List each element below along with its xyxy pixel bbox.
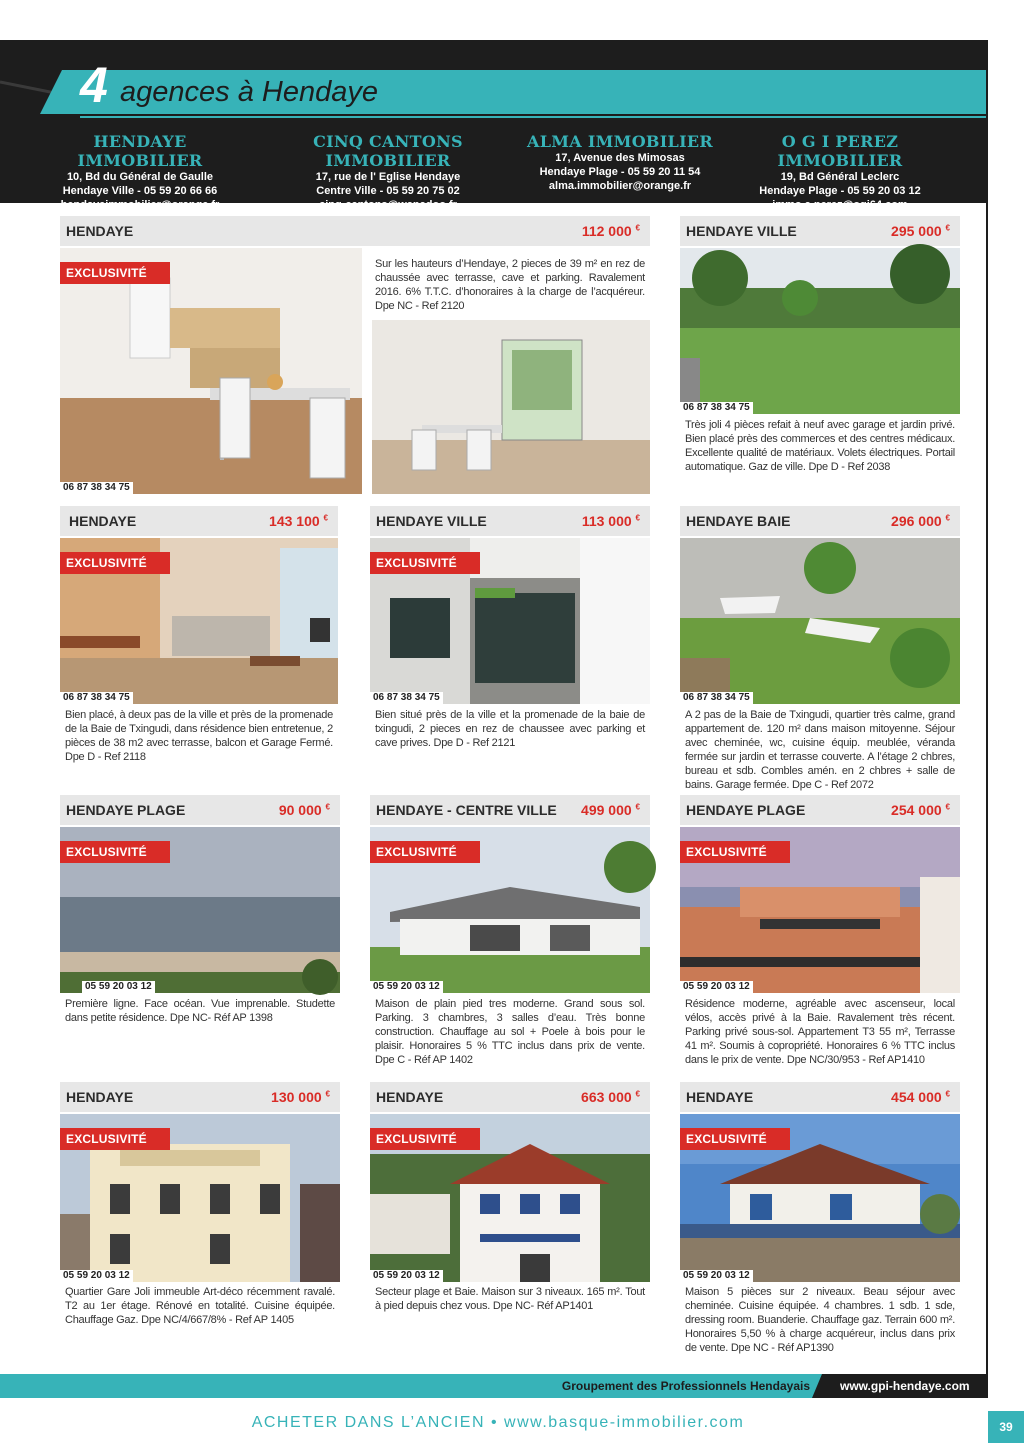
listing-photo-secondary[interactable] bbox=[372, 320, 650, 494]
listing-phone: 06 87 38 34 75 bbox=[60, 692, 133, 704]
listing-phone: 06 87 38 34 75 bbox=[60, 482, 133, 494]
page-title: agences à Hendaye bbox=[120, 76, 378, 108]
page-edge bbox=[986, 40, 988, 1398]
listing-photo[interactable] bbox=[60, 827, 340, 993]
exclusivity-badge: EXCLUSIVITÉ bbox=[680, 841, 790, 863]
listing-price: 454 000 € bbox=[891, 1089, 950, 1105]
footer-tagline bbox=[0, 1414, 1024, 1432]
site-url-link[interactable]: www.basque-immobilier.com bbox=[504, 1414, 745, 1431]
listing-location: HENDAYE bbox=[686, 1089, 754, 1105]
title-underline bbox=[80, 116, 988, 118]
listing-location: HENDAYE PLAGE bbox=[686, 802, 806, 818]
exclusivity-badge: EXCLUSIVITÉ bbox=[370, 841, 480, 863]
listing-header bbox=[680, 1082, 960, 1112]
agency-phone: Hendaye Plage - 05 59 20 03 12 bbox=[759, 185, 921, 197]
listing-location: HENDAYE bbox=[66, 223, 134, 239]
agency-email[interactable]: hendayeimmobilier@orange.fr bbox=[60, 199, 220, 211]
listing-location: HENDAYE bbox=[69, 513, 137, 529]
listing-location: HENDAYE PLAGE bbox=[66, 802, 186, 818]
listing-price: 130 000 € bbox=[271, 1089, 330, 1105]
listing-header bbox=[60, 506, 338, 536]
agency-name: ALMA IMMOBILIER bbox=[527, 132, 713, 151]
listing-photo[interactable] bbox=[370, 538, 650, 704]
agency-name: O G I PEREZ IMMOBILIER bbox=[777, 132, 903, 170]
listing-description: Quartier Gare Joli immeuble Art-déco récemment ravalé. T2 au 1er étage. Rénové en totalité. Cuisine équipée. Chauffage Gaz. Dpe NC/4/667/8% - Ref AP 1405 bbox=[65, 1286, 335, 1326]
listing-description: Première ligne. Face océan. Vue imprenable. Studette dans petite résidence. Dpe NC- Réf AP 1398 bbox=[65, 998, 335, 1024]
agency-phone: Centre Ville - 05 59 20 75 02 bbox=[316, 185, 460, 197]
listing-description: A 2 pas de la Baie de Txingudi, quartier très calme, grand appartement de. 120 m² dans maison mitoyenne. Séjour avec cheminée, wc, cuisine équip. meublée, véranda fermée sur jardin et terrasse couverte. A l’étage 2 chbres, bureau et sdb. Combles amén. en 2 chbres + salle de bains. Garage fermée. Dpe C - Ref 2072 bbox=[685, 709, 955, 791]
kitchen-dining-image bbox=[60, 248, 362, 494]
listing-price: 663 000 € bbox=[581, 1089, 640, 1105]
listing-location: HENDAYE VILLE bbox=[376, 513, 487, 529]
tagline-bullet: • bbox=[490, 1414, 499, 1431]
exclusivity-badge: EXCLUSIVITÉ bbox=[680, 1128, 790, 1150]
listing-price: 254 000 € bbox=[891, 802, 950, 818]
agency-address: 10, Bd du Général de Gaulle bbox=[66, 171, 214, 183]
exclusivity-badge: EXCLUSIVITÉ bbox=[60, 262, 170, 284]
listing-price: 143 100 € bbox=[269, 513, 328, 529]
listing-header bbox=[680, 216, 960, 246]
listing-photo[interactable] bbox=[60, 1114, 340, 1282]
listing-price: 296 000 € bbox=[891, 513, 950, 529]
listing-phone: 05 59 20 03 12 bbox=[680, 981, 753, 993]
listing-phone: 05 59 20 03 12 bbox=[680, 1270, 753, 1282]
exclusivity-badge: EXCLUSIVITÉ bbox=[60, 1128, 170, 1150]
listing-phone: 05 59 20 03 12 bbox=[370, 1270, 443, 1282]
listing-phone: 06 87 38 34 75 bbox=[370, 692, 443, 704]
agency-ogi-perez bbox=[730, 132, 950, 212]
listing-price: 113 000 € bbox=[581, 513, 640, 529]
agency-address: 19, Bd Général Leclerc bbox=[780, 171, 900, 183]
listing-photo[interactable] bbox=[60, 248, 362, 494]
listing-location: HENDAYE bbox=[66, 1089, 134, 1105]
group-url-link[interactable]: www.gpi-hendaye.com bbox=[822, 1374, 988, 1398]
agency-address: 17, rue de l' Eglise Hendaye bbox=[315, 171, 461, 183]
agency-email[interactable]: immo.a.perez@ogi64.com bbox=[772, 199, 908, 211]
listing-header bbox=[680, 795, 960, 825]
listing-header bbox=[370, 795, 650, 825]
agency-hendaye-immobilier bbox=[40, 132, 240, 212]
listing-description: Maison 5 pièces sur 2 niveaux. Beau séjour avec cheminée. Cuisine équipée. 4 chambres. 1 sdb. 1 sde, dressing room. Buanderie. Chauffage gaz. Terrain 600 m². Honoraires 5,50 % à charge acquéreur, inclus dans prix de vente. Dpe NC - Réf AP1390 bbox=[685, 1286, 955, 1354]
listing-location: HENDAYE - CENTRE VILLE bbox=[376, 802, 557, 818]
listing-photo[interactable] bbox=[60, 538, 338, 704]
listing-price: 90 000 € bbox=[278, 802, 330, 818]
listing-location: HENDAYE BAIE bbox=[686, 513, 791, 529]
listing-photo[interactable] bbox=[680, 538, 960, 704]
agency-address: 17, Avenue des Mimosas bbox=[555, 152, 685, 164]
listing-header bbox=[60, 795, 340, 825]
group-name: Groupement des Professionnels Hendayais bbox=[561, 1379, 810, 1393]
listing-price: 295 000 € bbox=[891, 223, 950, 239]
footer-band bbox=[0, 1374, 988, 1398]
exclusivity-badge: EXCLUSIVITÉ bbox=[60, 552, 170, 574]
agency-phone: Hendaye Plage - 05 59 20 11 54 bbox=[539, 166, 701, 178]
agency-email[interactable]: alma.immobilier@orange.fr bbox=[548, 180, 692, 192]
agency-phone: Hendaye Ville - 05 59 20 66 66 bbox=[62, 185, 218, 197]
listing-description: Résidence moderne, agréable avec ascenseur, local vélos, accès privé à la Baie. Ravalement très récent. Parking privé sous-sol. Appartement T3 55 m², Terrasse 41 m². Soumis à copropriété. Honoraires 6 % TTC inclus dans le prix de vente. Dpe NC/30/953 - Ref AP1410 bbox=[685, 998, 955, 1066]
listing-price: 499 000 € bbox=[581, 802, 640, 818]
listing-phone: 05 59 20 03 12 bbox=[60, 1270, 133, 1282]
listing-photo[interactable] bbox=[680, 1114, 960, 1282]
listing-location: HENDAYE VILLE bbox=[686, 223, 797, 239]
listing-header bbox=[680, 506, 960, 536]
exclusivity-badge: EXCLUSIVITÉ bbox=[370, 552, 480, 574]
listing-description: Très joli 4 pièces refait à neuf avec garage et jardin privé. Bien placé près des commerces et des centres médicaux. Excellente qualité de matériaux. Volets électriques. Portail automatique. Gaz de ville. Dpe D - Ref 2038 bbox=[685, 419, 955, 473]
listing-photo[interactable] bbox=[680, 827, 960, 993]
listing-phone: 05 59 20 03 12 bbox=[82, 981, 155, 993]
listing-header bbox=[370, 1082, 650, 1112]
listing-description: Bien situé près de la ville et la promenade de la baie de txingudi, 2 pieces en rez de chaussee avec parking et cave prives. Dpe D - Ref 2121 bbox=[375, 709, 645, 749]
listing-photo[interactable] bbox=[370, 827, 650, 993]
listing-photo[interactable] bbox=[370, 1114, 650, 1282]
agency-email[interactable]: cinq-cantons@wanadoo.fr bbox=[319, 199, 457, 211]
listing-photo[interactable] bbox=[680, 248, 960, 414]
listing-header bbox=[60, 1082, 340, 1112]
listing-header bbox=[370, 506, 650, 536]
garden-image bbox=[680, 248, 960, 414]
listing-description: Sur les hauteurs d’Hendaye, 2 pieces de 39 m² en rez de chaussée avec terrasse, cave et parking. Ravalement 2016. 6% T.T.C. d’honoraires à la charge de l’acquéreur. Dpe NC - Ref 2120 bbox=[375, 258, 645, 312]
agency-name: HENDAYE IMMOBILIER bbox=[77, 132, 203, 170]
listing-header bbox=[60, 216, 650, 246]
tagline-text: ACHETER DANS L’ANCIEN bbox=[251, 1414, 486, 1431]
agency-alma bbox=[520, 132, 720, 193]
terrace-garden-image bbox=[680, 538, 960, 704]
agency-cinq-cantons bbox=[268, 132, 508, 212]
listing-price: 112 000 € bbox=[581, 223, 640, 239]
listing-description: Secteur plage et Baie. Maison sur 3 niveaux. 165 m². Tout à pied depuis chez vous. Dpe NC- Réf AP1401 bbox=[375, 1286, 645, 1312]
exclusivity-badge: EXCLUSIVITÉ bbox=[60, 841, 170, 863]
agencies-header bbox=[0, 40, 988, 211]
listing-phone: 05 59 20 03 12 bbox=[370, 981, 443, 993]
listing-location: HENDAYE bbox=[376, 1089, 444, 1105]
page-number: 39 bbox=[988, 1411, 1024, 1443]
living-room-image bbox=[372, 320, 650, 494]
agency-name: CINQ CANTONS IMMOBILIER bbox=[313, 132, 463, 170]
listing-phone: 06 87 38 34 75 bbox=[680, 402, 753, 414]
listing-description: Bien placé, à deux pas de la ville et près de la promenade de la Baie de Txingudi, dans résidence bien entretenue, 2 pièces de 38 m2 avec terrasse, balcon et Garage Fermé. Dpe D - Ref 2118 bbox=[65, 709, 334, 763]
title-number: 4 bbox=[80, 57, 108, 113]
exclusivity-badge: EXCLUSIVITÉ bbox=[370, 1128, 480, 1150]
listing-phone: 06 87 38 34 75 bbox=[680, 692, 753, 704]
listing-description: Maison de plain pied tres moderne. Grand sous sol. Parking. 3 chambres, 3 salles d’eau. Très bonne construction. Chauffage au sol + Poele à bois pour le plaisir. Honoraires 5 % TTC inclus dans prix de vente. Dpe C - Réf AP 1402 bbox=[375, 998, 645, 1066]
